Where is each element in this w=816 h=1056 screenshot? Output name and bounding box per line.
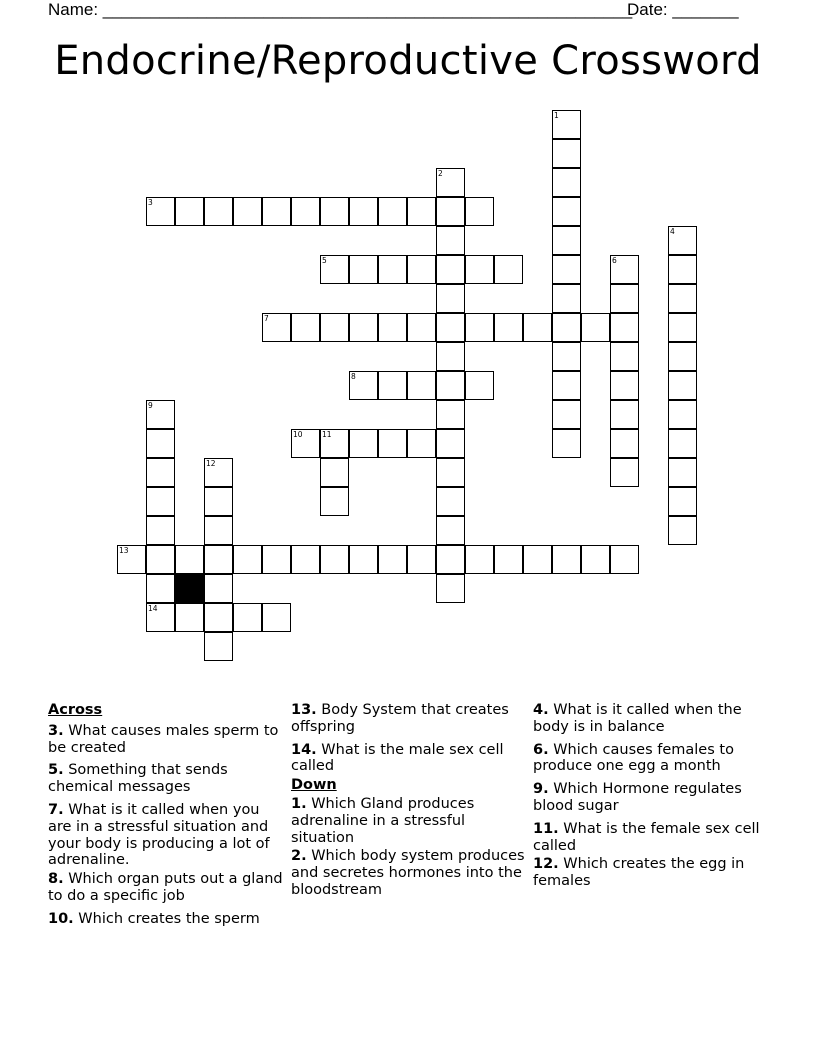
grid-cell[interactable] [610, 400, 639, 429]
clue-down-1 [291, 796, 527, 846]
grid-cell[interactable] [465, 197, 494, 226]
clue-text: Something that sends chemical messages [48, 762, 228, 796]
cell-number: 2 [438, 169, 443, 178]
clue-text: What is it called when you are in a stressful situation and your body is producing a lot of adrenaline. [48, 801, 270, 869]
grid-cell[interactable] [494, 255, 523, 284]
across-heading: Across [48, 702, 103, 718]
clue-across-14 [291, 742, 527, 776]
clue-across-13 [291, 702, 527, 736]
grid-cell[interactable] [233, 603, 262, 632]
clue-number: 6. [533, 741, 549, 758]
cell-number: 9 [148, 401, 153, 410]
clue-number: 13. [291, 702, 317, 718]
grid-cell[interactable] [146, 574, 175, 603]
grid-cell[interactable] [523, 313, 552, 342]
clue-number: 11. [533, 820, 559, 837]
grid-cell[interactable] [320, 458, 349, 487]
grid-cell[interactable] [552, 429, 581, 458]
grid-cell[interactable] [436, 342, 465, 371]
clues-column-2 [291, 702, 527, 905]
clue-number: 9. [533, 781, 549, 798]
grid-cell[interactable] [610, 545, 639, 574]
grid-cell[interactable] [146, 516, 175, 545]
grid-cell[interactable] [610, 371, 639, 400]
grid-cell[interactable] [610, 284, 639, 313]
grid-cell[interactable] [436, 400, 465, 429]
grid-cell[interactable] [552, 313, 581, 342]
clue-text: Which creates the sperm [78, 910, 260, 927]
clue-text: Which Gland produces adrenaline in a stressful situation [291, 795, 475, 846]
grid-cell[interactable] [175, 545, 204, 574]
clue-text: Which organ puts out a gland to do a specific job [48, 871, 283, 904]
clue-text: What is the female sex cell called [533, 820, 760, 854]
grid-cell[interactable] [610, 342, 639, 371]
clue-number: 5. [48, 762, 64, 779]
grid-cell[interactable] [610, 313, 639, 342]
grid-cell[interactable] [668, 342, 697, 371]
grid-cell[interactable] [610, 458, 639, 487]
grid-cell[interactable] [552, 197, 581, 226]
grid-cell[interactable] [668, 429, 697, 458]
grid-cell[interactable] [436, 458, 465, 487]
clues-column-3 [533, 702, 769, 896]
cell-number: 3 [148, 198, 153, 207]
cell-number: 8 [351, 372, 356, 381]
clue-down-6 [533, 742, 769, 776]
grid-cell[interactable] [175, 603, 204, 632]
grid-cell[interactable] [668, 487, 697, 516]
grid-cell[interactable] [349, 313, 378, 342]
grid-cell[interactable] [552, 284, 581, 313]
grid-cell[interactable] [349, 545, 378, 574]
grid-cell[interactable] [668, 313, 697, 342]
grid-cell[interactable] [436, 487, 465, 516]
grid-cell[interactable] [465, 371, 494, 400]
grid-cell[interactable] [436, 197, 465, 226]
clue-text: Which Hormone regulates blood sugar [533, 781, 742, 814]
grid-cell[interactable] [175, 197, 204, 226]
grid-cell[interactable] [407, 429, 436, 458]
grid-cell[interactable] [291, 313, 320, 342]
grid-cell[interactable] [146, 545, 175, 574]
grid-cell[interactable] [262, 545, 291, 574]
grid-cell[interactable] [291, 197, 320, 226]
cell-number: 5 [322, 256, 327, 265]
grid-cell[interactable] [465, 313, 494, 342]
grid-cell[interactable] [291, 545, 320, 574]
grid-cell[interactable] [204, 516, 233, 545]
grid-cell[interactable] [407, 371, 436, 400]
grid-cell[interactable] [320, 545, 349, 574]
grid-cell[interactable] [581, 313, 610, 342]
black-cell [175, 574, 204, 603]
grid-cell[interactable] [262, 197, 291, 226]
clue-text: What is it called when the body is in balance [533, 702, 742, 735]
cell-number: 6 [612, 256, 617, 265]
name-line: Name: ________________________________________________________ [48, 0, 633, 19]
grid-cell[interactable] [436, 255, 465, 284]
cell-number: 10 [293, 430, 303, 439]
grid-cell[interactable] [668, 255, 697, 284]
clue-down-9 [533, 781, 769, 815]
grid-cell[interactable] [320, 487, 349, 516]
grid-cell[interactable] [436, 284, 465, 313]
clue-number: 1. [291, 795, 307, 812]
cell-number: 4 [670, 227, 675, 236]
grid-cell[interactable] [552, 545, 581, 574]
grid-cell[interactable] [146, 458, 175, 487]
grid-cell[interactable] [146, 429, 175, 458]
clue-across-10 [48, 911, 284, 928]
grid-cell[interactable] [407, 545, 436, 574]
grid-cell[interactable] [436, 516, 465, 545]
grid-cell[interactable] [407, 255, 436, 284]
clue-text: Body System that creates offspring [291, 702, 509, 735]
cell-number: 12 [206, 459, 216, 468]
clue-across-3 [48, 723, 284, 757]
grid-cell[interactable] [378, 371, 407, 400]
clue-across-7 [48, 802, 284, 869]
grid-cell[interactable] [668, 458, 697, 487]
clue-text: Which creates the egg in females [533, 856, 745, 890]
clue-number: 8. [48, 871, 64, 888]
grid-cell[interactable] [668, 400, 697, 429]
page-title: Endocrine/Reproductive Crossword [54, 38, 762, 84]
clue-text: Which body system produces and secretes hormones into the bloodstream [291, 848, 525, 898]
grid-cell[interactable] [204, 574, 233, 603]
down-heading: Down [291, 777, 337, 794]
grid-cell[interactable] [610, 429, 639, 458]
grid-cell[interactable] [668, 371, 697, 400]
grid-cell[interactable] [552, 139, 581, 168]
grid-cell[interactable] [465, 545, 494, 574]
grid-cell[interactable] [233, 545, 262, 574]
grid-cell[interactable] [320, 313, 349, 342]
grid-cell[interactable] [349, 255, 378, 284]
cell-number: 14 [148, 604, 158, 613]
grid-cell[interactable] [320, 197, 349, 226]
grid-cell[interactable] [436, 429, 465, 458]
clue-number: 14. [291, 741, 317, 758]
clue-text: What is the male sex cell called [291, 741, 504, 775]
cell-number: 7 [264, 314, 269, 323]
grid-cell[interactable] [668, 284, 697, 313]
grid-cell[interactable] [668, 516, 697, 545]
grid-cell[interactable] [436, 226, 465, 255]
grid-cell[interactable] [378, 255, 407, 284]
grid-cell[interactable] [552, 255, 581, 284]
grid-cell[interactable] [378, 545, 407, 574]
date-line: Date: _______ [627, 0, 739, 19]
grid-cell[interactable] [523, 545, 552, 574]
grid-cell[interactable] [378, 313, 407, 342]
grid-cell[interactable] [407, 197, 436, 226]
cell-number: 13 [119, 546, 129, 555]
clue-down-12 [533, 856, 769, 890]
grid-cell[interactable] [581, 545, 610, 574]
grid-cell[interactable] [204, 487, 233, 516]
grid-cell[interactable] [494, 545, 523, 574]
grid-cell[interactable] [552, 342, 581, 371]
grid-cell[interactable] [436, 371, 465, 400]
clue-number: 12. [533, 856, 559, 873]
clue-text: Which causes females to produce one egg a month [533, 741, 734, 775]
clue-number: 10. [48, 910, 74, 927]
cell-number: 1 [554, 111, 559, 120]
grid-cell[interactable] [494, 313, 523, 342]
grid-cell[interactable] [378, 429, 407, 458]
grid-cell[interactable] [552, 400, 581, 429]
clue-number: 7. [48, 801, 64, 818]
grid-cell[interactable] [552, 371, 581, 400]
grid-cell[interactable] [436, 313, 465, 342]
grid-cell[interactable] [378, 197, 407, 226]
clue-across-8 [48, 871, 284, 905]
grid-cell[interactable] [204, 197, 233, 226]
grid-cell[interactable] [146, 487, 175, 516]
clue-down-4 [533, 702, 769, 736]
grid-cell[interactable] [204, 632, 233, 661]
grid-cell[interactable] [465, 255, 494, 284]
grid-cell[interactable] [436, 545, 465, 574]
clue-across-5 [48, 762, 284, 796]
clue-down-11 [533, 821, 769, 855]
grid-cell[interactable] [349, 429, 378, 458]
grid-cell[interactable] [552, 168, 581, 197]
grid-cell[interactable] [407, 313, 436, 342]
grid-cell[interactable] [233, 197, 262, 226]
grid-cell[interactable] [552, 226, 581, 255]
clue-number: 2. [291, 848, 307, 865]
cell-number: 11 [322, 430, 332, 439]
clues-column-1 [48, 702, 284, 934]
clue-down-2 [291, 848, 527, 898]
clue-number: 3. [48, 722, 64, 739]
grid-cell[interactable] [204, 545, 233, 574]
grid-cell[interactable] [262, 603, 291, 632]
grid-cell[interactable] [436, 574, 465, 603]
grid-cell[interactable] [349, 197, 378, 226]
clue-text: What causes males sperm to be created [48, 722, 279, 756]
grid-cell[interactable] [204, 603, 233, 632]
clue-number: 4. [533, 702, 549, 718]
